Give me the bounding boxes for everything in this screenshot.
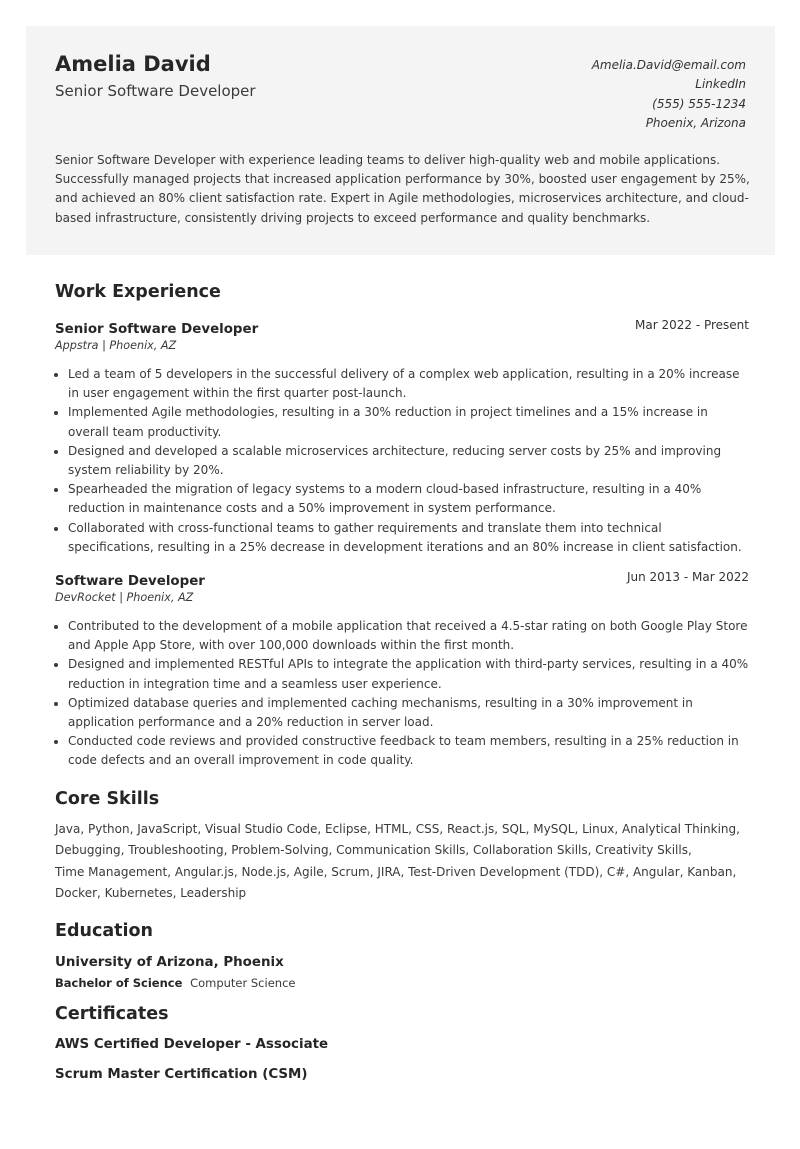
job-bullets bbox=[55, 617, 749, 771]
contact-linkedin[interactable]: LinkedIn bbox=[695, 77, 746, 92]
bullet-item: • Designed and developed a scalable microservices architecture, reducing server costs by 25% and improving system reliability by 20%. bbox=[68, 442, 749, 480]
job-entry bbox=[55, 318, 749, 557]
education-school: University of Arizona, Phoenix bbox=[55, 954, 284, 970]
job-title: Software Developer bbox=[55, 574, 205, 590]
skills-line: Docker, Kubernetes, Leadership bbox=[55, 886, 247, 901]
professional-summary: Senior Software Developer with experience leading teams to deliver high-quality web and mobile applications. Successfully managed projects that increased application performance by 30%, boosted user engagement by 25%, and achieved an 80% client satisfaction rate. Expert in Agile methodologies, microservices architecture, and cloud-based infrastructure, consistently driving projects to exceed performance and quality benchmarks. bbox=[55, 153, 750, 225]
resume-header bbox=[26, 26, 775, 255]
job-entry bbox=[55, 570, 749, 771]
resume-body bbox=[55, 282, 749, 1082]
education-degree: Bachelor of Science bbox=[55, 975, 183, 990]
education-heading: Education bbox=[55, 920, 153, 941]
job-dates: Mar 2022 - Present bbox=[635, 318, 749, 332]
candidate-name: Amelia David bbox=[55, 52, 211, 76]
education-field: Computer Science bbox=[190, 975, 296, 990]
bullet-item: • Conducted code reviews and provided constructive feedback to team members, resulting in a 25% reduction in code defects and an overall improvement in code quality. bbox=[68, 732, 749, 770]
skills-line: Java, Python, JavaScript, Visual Studio Code, Eclipse, HTML, CSS, React.js, SQL, MySQL, Linux, Analytical Thinking, bbox=[55, 821, 740, 836]
bullet-item: • Designed and implemented RESTful APIs to integrate the application with third-party services, resulting in a 40% reduction in integration time and a seamless user experience. bbox=[68, 655, 749, 693]
contact-location: Phoenix, Arizona bbox=[645, 115, 746, 130]
certificate-item: Scrum Master Certification (CSM) bbox=[55, 1066, 308, 1082]
bullet-item: • Spearheaded the migration of legacy systems to a modern cloud-based infrastructure, resulting in a 40% reduction in maintenance costs and a 50% improvement in system performance. bbox=[68, 480, 749, 518]
contact-info bbox=[592, 56, 746, 133]
job-dates: Jun 2013 - Mar 2022 bbox=[626, 570, 749, 585]
education-degree-line bbox=[55, 976, 749, 990]
job-company: Appstra | Phoenix, AZ bbox=[55, 339, 177, 352]
certificates-heading: Certificates bbox=[55, 1003, 169, 1024]
bullet-item: • Contributed to the development of a mobile application that received a 4.5-star rating on both Google Play Store and Apple App Store, with over 100,000 downloads within the first month. bbox=[68, 617, 749, 655]
skills-list bbox=[55, 819, 749, 905]
work-experience-heading: Work Experience bbox=[55, 282, 221, 302]
job-company: DevRocket | Phoenix, AZ bbox=[55, 591, 194, 605]
job-title: Senior Software Developer bbox=[55, 322, 259, 337]
job-bullets bbox=[55, 365, 749, 557]
contact-email[interactable]: Amelia.David@email.com bbox=[591, 58, 746, 72]
job-header bbox=[55, 318, 749, 337]
bullet-item: • Led a team of 5 developers in the successful delivery of a complex web application, resulting in a 20% increase in user engagement within the first quarter post-launch. bbox=[68, 365, 749, 403]
skills-line: Time Management, Angular.js, Node.js, Agile, Scrum, JIRA, Test-Driven Development (TDD), C#, Angular, Kanban, bbox=[55, 864, 737, 879]
bullet-item: • Collaborated with cross-functional teams to gather requirements and translate them into technical specifications, resulting in a 25% decrease in development iterations and an 80% increase in client satisfaction. bbox=[68, 519, 749, 557]
bullet-item: • Optimized database queries and implemented caching mechanisms, resulting in a 30% improvement in application performance and a 20% reduction in server load. bbox=[68, 694, 749, 732]
skills-line: Debugging, Troubleshooting, Problem-Solving, Communication Skills, Collaboration Skills, Creativity Skills, bbox=[55, 843, 692, 858]
job-header bbox=[55, 570, 749, 589]
contact-phone: (555) 555-1234 bbox=[652, 96, 746, 111]
certificate-item: AWS Certified Developer - Associate bbox=[55, 1036, 329, 1052]
bullet-item: • Implemented Agile methodologies, resulting in a 30% reduction in project timelines and a 15% increase in overall team productivity. bbox=[68, 403, 749, 441]
candidate-title: Senior Software Developer bbox=[55, 82, 256, 100]
core-skills-heading: Core Skills bbox=[55, 788, 160, 809]
